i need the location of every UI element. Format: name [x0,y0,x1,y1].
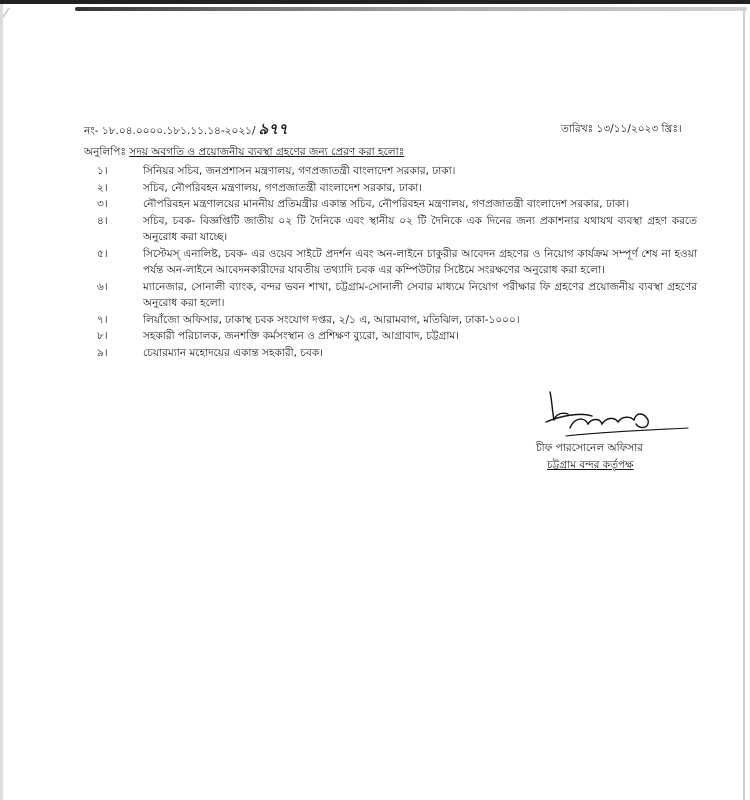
reference-number [84,122,288,138]
scan-top-shadow [75,7,747,11]
copy-to-heading [84,145,404,159]
recipient-item [97,345,697,362]
recipient-text: সিস্টেমস্ এনালিষ্ট, চবক- এর ওয়েব সাইটে প্রদর্শন এবং অন-লাইনে চাকুরীর আবেদন গ্রহণের ও নিয়োগ কার্যক্রম সম্পূর্ণ শেষ না হওয়া পর্যন্ত অন-লাইনে আবেদনকারীদের যাবতীয় তথ্যাদি চবক এর কম্পিউটার সিষ্টেমে সংরক্ষণের অনুরোধ করা হলো। [143,247,697,276]
recipient-text: নৌপরিবহন মন্ত্রণালয়ের মাননীয় প্রতিমন্ত্রীর একান্ত সচিব, নৌপরিবহন মন্ত্রণালয়, গণপ্রজাতন্ত্রী বাংলাদেশ সরকার, ঢাকা। [143,198,630,210]
recipient-item [97,328,697,345]
recipient-item [97,180,697,197]
recipient-number: ৯। [97,346,108,359]
scan-folded-corner [0,8,110,118]
recipient-text: সহকারী পরিচালক, জনশক্তি কর্মসংস্থান ও প্রশিক্ষণ ব্যুরো, আগ্রাবাদ, চট্টগ্রাম। [143,330,460,342]
recipient-item [97,163,697,180]
recipient-text: সচিব, চবক- বিজ্ঞপ্তিটি জাতীয় ০২ টি দৈনিকে এবং স্থানীয় ০২ টি দৈনিকে এক দিনের জন্য প্রকাশনার যথাযথ ব্যবস্থা গ্রহণ করতে অনুরোধ করা যাচ্ছে। [143,214,697,243]
recipient-text: চেয়ারম্যান মহোদয়ের একান্ত সহকারী, চবক। [143,346,323,359]
recipient-number: ৫। [97,247,108,260]
signatory-title: চীফ পারসোনেল অফিসার [536,442,644,454]
scan-top-edge [0,0,750,4]
recipient-list [97,163,697,361]
recipient-text: ম্যানেজার, সোনালী ব্যাংক, বন্দর ভবন শাখা, চট্টগ্রাম-সোনালী সেবার মাধ্যমে নিয়োগ পরীক্ষার ফি গ্রহণের প্রয়োজনীয় ব্যবস্থা গ্রহণের অনুরোধ করা হলো। [143,280,697,309]
recipient-text: সিনিয়র সচিব, জনপ্রশাসন মন্ত্রণালয়, গণপ্রজাতন্ত্রী বাংলাদেশ সরকার, ঢাকা। [143,165,456,177]
scan-right-border [743,8,745,800]
recipient-item [97,246,697,279]
recipient-item [97,279,697,312]
recipient-number: ৪। [97,214,108,227]
recipient-number: ৭। [97,313,108,326]
recipient-item [97,196,697,213]
recipient-number: ৩। [97,198,108,210]
recipient-number: ৬। [97,280,108,293]
scan-left-border [0,4,3,800]
signatory-organization: চট্টগ্রাম বন্দর কর্তৃপক্ষ [547,459,634,471]
recipient-text: লিয়াঁজো অফিসার, ঢাকাস্থ চবক সংযোগ দপ্তর, ২/১ এ, আরামবাগ, মতিঝিল, ঢাকা-১০০০। [143,313,520,326]
document-date: তারিখঃ ১৩/১১/২০২৩ খ্রিঃ। [561,123,682,135]
recipient-number: ১। [97,165,108,177]
recipient-text: সচিব, নৌপরিবহন মন্ত্রণালয়, গণপ্রজাতন্ত্রী বাংলাদেশ সরকার, ঢাকা। [143,181,422,194]
recipient-number: ৮। [97,330,108,342]
copy-to-label: অনুলিপিঃ [84,146,130,158]
recipient-item [97,213,697,246]
copy-to-purpose: সদয় অবগতি ও প্রয়োজনীয় ব্যবস্থা গ্রহণের জন্য প্রেরণ করা হলোঃ [129,146,405,158]
recipient-item [97,312,697,329]
reference-number-handwritten: ৯৭৭ [258,120,288,138]
reference-number-printed: নং- ১৮.০৪.০০০০.১৮১.১১.১৪-২০২১/ [84,125,256,137]
recipient-number: ২। [97,181,108,194]
